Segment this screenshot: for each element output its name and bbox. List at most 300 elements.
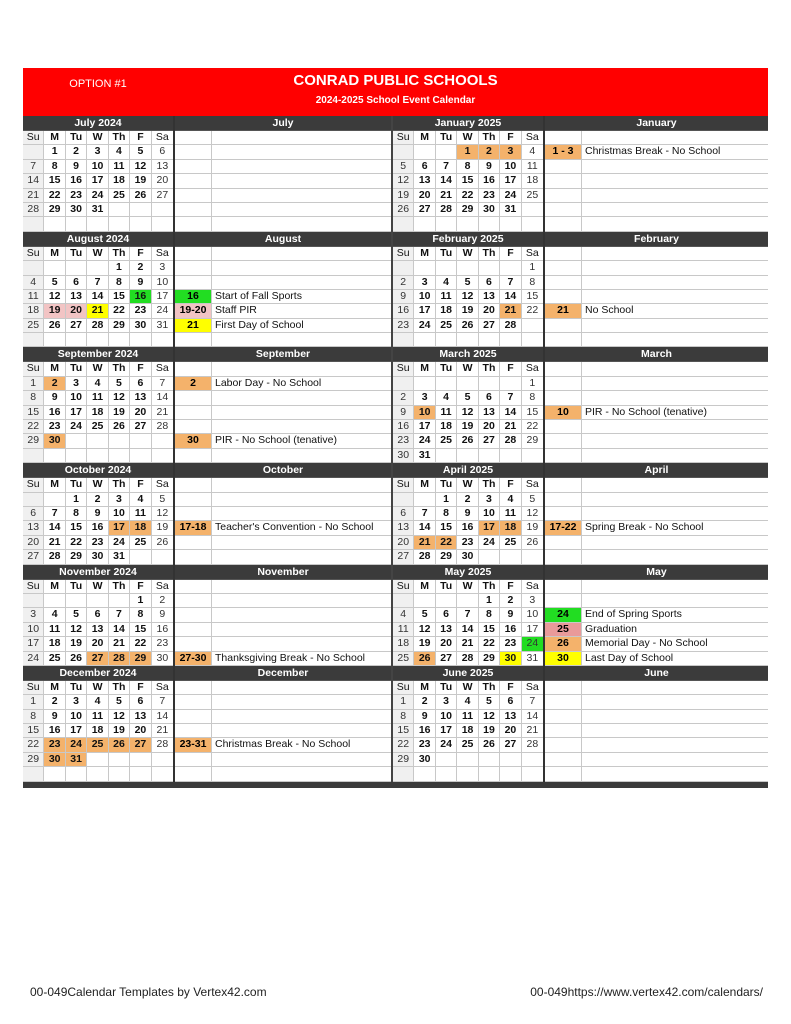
day-cell[interactable]: 27	[23, 550, 44, 563]
day-cell[interactable]: 26	[130, 189, 151, 202]
day-cell[interactable]: 16	[414, 724, 435, 737]
day-cell[interactable]	[23, 594, 44, 607]
day-cell[interactable]: 30	[87, 550, 108, 563]
day-cell[interactable]: 17	[414, 420, 435, 433]
day-cell[interactable]	[109, 203, 130, 216]
day-cell[interactable]	[130, 217, 151, 230]
day-cell[interactable]: 4	[500, 493, 521, 506]
day-cell[interactable]: 15	[44, 174, 65, 187]
day-cell[interactable]: 17	[66, 406, 87, 419]
day-cell[interactable]	[130, 767, 151, 780]
day-cell[interactable]	[457, 594, 478, 607]
day-cell[interactable]: 30	[66, 203, 87, 216]
day-cell[interactable]: 26	[526, 535, 539, 548]
day-cell[interactable]	[522, 767, 543, 780]
day-cell[interactable]: 3	[87, 145, 108, 158]
day-cell[interactable]: 3	[66, 695, 87, 708]
day-cell[interactable]: 8	[529, 391, 536, 404]
day-cell[interactable]: 30	[500, 652, 521, 665]
day-cell[interactable]: 8	[436, 507, 457, 520]
day-cell[interactable]: 23	[66, 189, 87, 202]
day-cell[interactable]: 31	[156, 318, 169, 331]
day-cell[interactable]: 23	[130, 304, 151, 317]
day-cell[interactable]: 14	[414, 521, 435, 534]
day-cell[interactable]: 8	[457, 160, 478, 173]
day-cell[interactable]: 22	[109, 304, 130, 317]
day-cell[interactable]: 6	[436, 608, 457, 621]
day-cell[interactable]: 3	[500, 145, 521, 158]
day-cell[interactable]: 20	[414, 189, 435, 202]
day-cell[interactable]	[87, 767, 108, 780]
day-cell[interactable]	[457, 261, 478, 274]
day-cell[interactable]: 29	[457, 203, 478, 216]
day-cell[interactable]: 24	[479, 536, 500, 549]
day-cell[interactable]: 31	[109, 550, 130, 563]
day-cell[interactable]: 26	[457, 434, 478, 447]
day-cell[interactable]	[457, 217, 478, 230]
day-cell[interactable]: 4	[109, 145, 130, 158]
day-cell[interactable]: 26	[393, 203, 414, 216]
day-cell[interactable]	[109, 333, 130, 346]
day-cell[interactable]: 16	[479, 174, 500, 187]
day-cell[interactable]: 10	[414, 406, 435, 419]
day-cell[interactable]: 2	[393, 276, 414, 289]
day-cell[interactable]	[44, 767, 65, 780]
day-cell[interactable]: 24	[436, 738, 457, 751]
day-cell[interactable]: 16	[66, 174, 87, 187]
day-cell[interactable]	[414, 767, 435, 780]
day-cell[interactable]: 14	[23, 174, 44, 187]
day-cell[interactable]: 7	[500, 276, 521, 289]
day-cell[interactable]: 25	[393, 652, 414, 665]
day-cell[interactable]: 25	[436, 319, 457, 332]
day-cell[interactable]: 5	[66, 608, 87, 621]
day-cell[interactable]: 29	[23, 753, 44, 766]
day-cell[interactable]: 20	[66, 304, 87, 317]
day-cell[interactable]: 21	[87, 304, 108, 317]
day-cell[interactable]: 21	[414, 536, 435, 549]
day-cell[interactable]: 18	[130, 521, 151, 534]
day-cell[interactable]: 11	[436, 290, 457, 303]
day-cell[interactable]: 19	[130, 174, 151, 187]
day-cell[interactable]: 1	[44, 145, 65, 158]
day-cell[interactable]: 20	[479, 420, 500, 433]
day-cell[interactable]: 24	[414, 434, 435, 447]
day-cell[interactable]: 12	[44, 290, 65, 303]
day-cell[interactable]	[87, 594, 108, 607]
day-cell[interactable]: 16	[156, 622, 169, 635]
day-cell[interactable]: 27	[66, 319, 87, 332]
day-cell[interactable]: 8	[529, 275, 536, 288]
day-cell[interactable]: 19	[156, 521, 169, 534]
day-cell[interactable]: 20	[156, 174, 169, 187]
day-cell[interactable]: 9	[500, 608, 521, 621]
day-cell[interactable]: 15	[23, 406, 44, 419]
day-cell[interactable]: 9	[159, 608, 166, 621]
day-cell[interactable]: 18	[436, 304, 457, 317]
day-cell[interactable]: 8	[109, 276, 130, 289]
day-cell[interactable]: 17	[526, 622, 539, 635]
day-cell[interactable]: 4	[87, 695, 108, 708]
day-cell[interactable]: 13	[500, 710, 521, 723]
day-cell[interactable]: 15	[109, 290, 130, 303]
day-cell[interactable]: 26	[66, 652, 87, 665]
day-cell[interactable]: 4	[393, 608, 414, 621]
day-cell[interactable]: 26	[44, 319, 65, 332]
day-cell[interactable]: 17	[87, 174, 108, 187]
day-cell[interactable]: 10	[66, 710, 87, 723]
day-cell[interactable]: 3	[414, 391, 435, 404]
day-cell[interactable]: 18	[87, 724, 108, 737]
day-cell[interactable]: 9	[130, 276, 151, 289]
day-cell[interactable]: 7	[500, 391, 521, 404]
day-cell[interactable]: 12	[393, 174, 414, 187]
day-cell[interactable]: 27	[436, 652, 457, 665]
day-cell[interactable]: 8	[66, 507, 87, 520]
day-cell[interactable]: 25	[500, 536, 521, 549]
day-cell[interactable]	[436, 261, 457, 274]
day-cell[interactable]: 2	[393, 391, 414, 404]
day-cell[interactable]: 23	[414, 738, 435, 751]
day-cell[interactable]: 29	[130, 652, 151, 665]
day-cell[interactable]: 30	[414, 753, 435, 766]
day-cell[interactable]: 26	[156, 535, 169, 548]
day-cell[interactable]: 31	[87, 203, 108, 216]
day-cell[interactable]	[109, 434, 130, 447]
day-cell[interactable]: 5	[109, 377, 130, 390]
day-cell[interactable]	[109, 217, 130, 230]
day-cell[interactable]: 3	[529, 593, 536, 606]
day-cell[interactable]: 19	[414, 637, 435, 650]
day-cell[interactable]: 7	[109, 608, 130, 621]
day-cell[interactable]: 30	[156, 651, 169, 664]
day-cell[interactable]: 13	[156, 159, 169, 172]
day-cell[interactable]: 1	[529, 376, 536, 389]
day-cell[interactable]: 26	[457, 319, 478, 332]
day-cell[interactable]: 19	[109, 724, 130, 737]
day-cell[interactable]	[23, 449, 44, 462]
day-cell[interactable]: 11	[44, 623, 65, 636]
day-cell[interactable]	[130, 550, 151, 563]
day-cell[interactable]: 6	[130, 695, 151, 708]
day-cell[interactable]	[130, 449, 151, 462]
day-cell[interactable]	[500, 217, 521, 230]
day-cell[interactable]: 25	[23, 319, 44, 332]
day-cell[interactable]: 23	[44, 738, 65, 751]
day-cell[interactable]: 25	[87, 738, 108, 751]
day-cell[interactable]: 29	[436, 550, 457, 563]
day-cell[interactable]: 5	[457, 276, 478, 289]
day-cell[interactable]: 30	[393, 449, 414, 462]
day-cell[interactable]: 12	[130, 160, 151, 173]
day-cell[interactable]: 16	[87, 521, 108, 534]
day-cell[interactable]	[522, 333, 543, 346]
day-cell[interactable]: 18	[500, 521, 521, 534]
day-cell[interactable]: 15	[457, 174, 478, 187]
day-cell[interactable]: 18	[87, 406, 108, 419]
day-cell[interactable]: 24	[109, 536, 130, 549]
day-cell[interactable]: 13	[393, 521, 414, 534]
day-cell[interactable]: 22	[66, 536, 87, 549]
day-cell[interactable]: 24	[414, 319, 435, 332]
day-cell[interactable]: 10	[66, 391, 87, 404]
day-cell[interactable]: 1	[109, 261, 130, 274]
day-cell[interactable]: 1	[436, 493, 457, 506]
day-cell[interactable]	[522, 319, 543, 332]
day-cell[interactable]: 10	[526, 608, 539, 621]
day-cell[interactable]	[414, 333, 435, 346]
day-cell[interactable]: 30	[44, 753, 65, 766]
day-cell[interactable]: 30	[44, 434, 65, 447]
day-cell[interactable]: 23	[479, 189, 500, 202]
day-cell[interactable]	[500, 753, 521, 766]
day-cell[interactable]: 24	[87, 189, 108, 202]
day-cell[interactable]: 28	[500, 319, 521, 332]
day-cell[interactable]: 19	[526, 521, 539, 534]
day-cell[interactable]: 19	[393, 189, 414, 202]
day-cell[interactable]: 18	[23, 304, 44, 317]
day-cell[interactable]: 16	[393, 304, 414, 317]
day-cell[interactable]	[44, 217, 65, 230]
day-cell[interactable]: 26	[479, 738, 500, 751]
day-cell[interactable]: 2	[479, 145, 500, 158]
day-cell[interactable]: 17	[414, 304, 435, 317]
day-cell[interactable]	[23, 217, 44, 230]
day-cell[interactable]: 8	[393, 710, 414, 723]
day-cell[interactable]: 14	[44, 521, 65, 534]
day-cell[interactable]	[393, 261, 414, 274]
day-cell[interactable]: 11	[500, 507, 521, 520]
day-cell[interactable]: 15	[526, 405, 539, 418]
day-cell[interactable]: 6	[23, 507, 44, 520]
day-cell[interactable]: 15	[23, 724, 44, 737]
day-cell[interactable]: 15	[479, 623, 500, 636]
day-cell[interactable]: 18	[44, 637, 65, 650]
day-cell[interactable]	[44, 493, 65, 506]
day-cell[interactable]: 6	[500, 695, 521, 708]
day-cell[interactable]: 11	[130, 507, 151, 520]
day-cell[interactable]: 27	[130, 420, 151, 433]
day-cell[interactable]	[23, 493, 44, 506]
day-cell[interactable]: 10	[156, 275, 169, 288]
day-cell[interactable]	[87, 333, 108, 346]
day-cell[interactable]: 12	[414, 623, 435, 636]
day-cell[interactable]: 12	[479, 710, 500, 723]
day-cell[interactable]: 27	[130, 738, 151, 751]
day-cell[interactable]: 17	[109, 521, 130, 534]
day-cell[interactable]	[66, 767, 87, 780]
day-cell[interactable]: 9	[44, 391, 65, 404]
day-cell[interactable]	[44, 594, 65, 607]
day-cell[interactable]	[436, 377, 457, 390]
day-cell[interactable]	[436, 145, 457, 158]
day-cell[interactable]: 1	[130, 594, 151, 607]
day-cell[interactable]: 20	[130, 724, 151, 737]
day-cell[interactable]	[457, 449, 478, 462]
day-cell[interactable]	[66, 449, 87, 462]
day-cell[interactable]: 6	[66, 276, 87, 289]
day-cell[interactable]: 12	[109, 710, 130, 723]
day-cell[interactable]: 6	[393, 507, 414, 520]
day-cell[interactable]	[130, 753, 151, 766]
day-cell[interactable]: 21	[156, 405, 169, 418]
day-cell[interactable]: 21	[23, 189, 44, 202]
day-cell[interactable]: 5	[130, 145, 151, 158]
day-cell[interactable]: 28	[156, 420, 169, 433]
day-cell[interactable]: 18	[393, 637, 414, 650]
day-cell[interactable]: 8	[479, 608, 500, 621]
day-cell[interactable]	[87, 217, 108, 230]
day-cell[interactable]: 29	[66, 550, 87, 563]
day-cell[interactable]: 21	[44, 536, 65, 549]
day-cell[interactable]: 4	[23, 276, 44, 289]
day-cell[interactable]: 28	[156, 738, 169, 751]
day-cell[interactable]: 16	[130, 290, 151, 303]
day-cell[interactable]	[130, 434, 151, 447]
day-cell[interactable]: 22	[457, 189, 478, 202]
day-cell[interactable]	[479, 261, 500, 274]
day-cell[interactable]: 27	[87, 652, 108, 665]
day-cell[interactable]: 6	[479, 391, 500, 404]
day-cell[interactable]: 9	[66, 160, 87, 173]
day-cell[interactable]: 12	[156, 506, 169, 519]
day-cell[interactable]: 26	[109, 738, 130, 751]
day-cell[interactable]: 19	[457, 420, 478, 433]
day-cell[interactable]: 1	[23, 695, 44, 708]
day-cell[interactable]: 14	[156, 709, 169, 722]
day-cell[interactable]: 1	[393, 695, 414, 708]
day-cell[interactable]	[66, 217, 87, 230]
day-cell[interactable]	[109, 767, 130, 780]
day-cell[interactable]: 2	[87, 493, 108, 506]
day-cell[interactable]: 27	[156, 188, 169, 201]
day-cell[interactable]: 14	[500, 406, 521, 419]
day-cell[interactable]	[152, 203, 173, 216]
day-cell[interactable]: 29	[44, 203, 65, 216]
day-cell[interactable]: 31	[500, 203, 521, 216]
day-cell[interactable]: 10	[109, 507, 130, 520]
day-cell[interactable]	[436, 217, 457, 230]
day-cell[interactable]: 3	[66, 377, 87, 390]
day-cell[interactable]	[44, 333, 65, 346]
day-cell[interactable]: 12	[109, 391, 130, 404]
day-cell[interactable]: 5	[457, 391, 478, 404]
day-cell[interactable]: 2	[44, 695, 65, 708]
day-cell[interactable]: 4	[457, 695, 478, 708]
day-cell[interactable]: 25	[526, 188, 539, 201]
day-cell[interactable]: 27	[414, 203, 435, 216]
day-cell[interactable]: 23	[87, 536, 108, 549]
day-cell[interactable]: 20	[130, 406, 151, 419]
day-cell[interactable]	[522, 217, 543, 230]
day-cell[interactable]: 23	[393, 434, 414, 447]
day-cell[interactable]: 7	[529, 695, 536, 708]
day-cell[interactable]: 24	[500, 189, 521, 202]
day-cell[interactable]: 3	[414, 276, 435, 289]
day-cell[interactable]: 25	[457, 738, 478, 751]
day-cell[interactable]	[152, 753, 173, 766]
day-cell[interactable]: 28	[436, 203, 457, 216]
day-cell[interactable]	[66, 261, 87, 274]
day-cell[interactable]: 14	[109, 623, 130, 636]
day-cell[interactable]	[457, 333, 478, 346]
day-cell[interactable]: 2	[44, 377, 65, 390]
day-cell[interactable]	[500, 767, 521, 780]
day-cell[interactable]: 21	[500, 420, 521, 433]
day-cell[interactable]	[479, 333, 500, 346]
day-cell[interactable]: 28	[414, 550, 435, 563]
day-cell[interactable]: 10	[23, 623, 44, 636]
day-cell[interactable]	[152, 217, 173, 230]
day-cell[interactable]	[479, 449, 500, 462]
day-cell[interactable]: 21	[457, 637, 478, 650]
day-cell[interactable]: 22	[44, 189, 65, 202]
day-cell[interactable]: 19	[44, 304, 65, 317]
day-cell[interactable]: 11	[109, 160, 130, 173]
day-cell[interactable]: 15	[526, 289, 539, 302]
day-cell[interactable]: 13	[87, 623, 108, 636]
day-cell[interactable]: 5	[529, 492, 536, 505]
day-cell[interactable]: 13	[479, 290, 500, 303]
day-cell[interactable]	[44, 261, 65, 274]
day-cell[interactable]: 29	[23, 434, 44, 447]
day-cell[interactable]: 5	[109, 695, 130, 708]
day-cell[interactable]: 20	[23, 536, 44, 549]
day-cell[interactable]: 9	[87, 507, 108, 520]
day-cell[interactable]: 29	[393, 753, 414, 766]
day-cell[interactable]: 20	[393, 536, 414, 549]
day-cell[interactable]	[130, 203, 151, 216]
day-cell[interactable]: 22	[479, 637, 500, 650]
day-cell[interactable]	[436, 753, 457, 766]
day-cell[interactable]: 27	[479, 319, 500, 332]
day-cell[interactable]: 6	[159, 145, 166, 158]
day-cell[interactable]: 4	[436, 391, 457, 404]
day-cell[interactable]: 17	[23, 637, 44, 650]
day-cell[interactable]	[393, 217, 414, 230]
day-cell[interactable]: 24	[522, 637, 543, 650]
day-cell[interactable]: 7	[159, 376, 166, 389]
day-cell[interactable]	[457, 767, 478, 780]
day-cell[interactable]	[522, 753, 543, 766]
day-cell[interactable]	[109, 594, 130, 607]
day-cell[interactable]: 7	[159, 695, 166, 708]
day-cell[interactable]: 3	[479, 493, 500, 506]
day-cell[interactable]: 31	[414, 449, 435, 462]
day-cell[interactable]: 28	[526, 738, 539, 751]
day-cell[interactable]: 12	[457, 290, 478, 303]
day-cell[interactable]	[436, 449, 457, 462]
day-cell[interactable]: 30	[457, 550, 478, 563]
day-cell[interactable]	[522, 203, 543, 216]
day-cell[interactable]: 2	[66, 145, 87, 158]
day-cell[interactable]: 22	[23, 420, 44, 433]
day-cell[interactable]: 14	[457, 623, 478, 636]
day-cell[interactable]	[393, 145, 414, 158]
day-cell[interactable]: 10	[414, 290, 435, 303]
day-cell[interactable]: 14	[87, 290, 108, 303]
day-cell[interactable]: 19	[66, 637, 87, 650]
day-cell[interactable]	[479, 377, 500, 390]
day-cell[interactable]: 11	[526, 159, 538, 172]
day-cell[interactable]: 16	[44, 724, 65, 737]
day-cell[interactable]: 5	[159, 492, 166, 505]
day-cell[interactable]: 8	[130, 608, 151, 621]
day-cell[interactable]: 2	[414, 695, 435, 708]
day-cell[interactable]: 28	[457, 652, 478, 665]
day-cell[interactable]: 11	[393, 623, 414, 636]
day-cell[interactable]: 28	[44, 550, 65, 563]
